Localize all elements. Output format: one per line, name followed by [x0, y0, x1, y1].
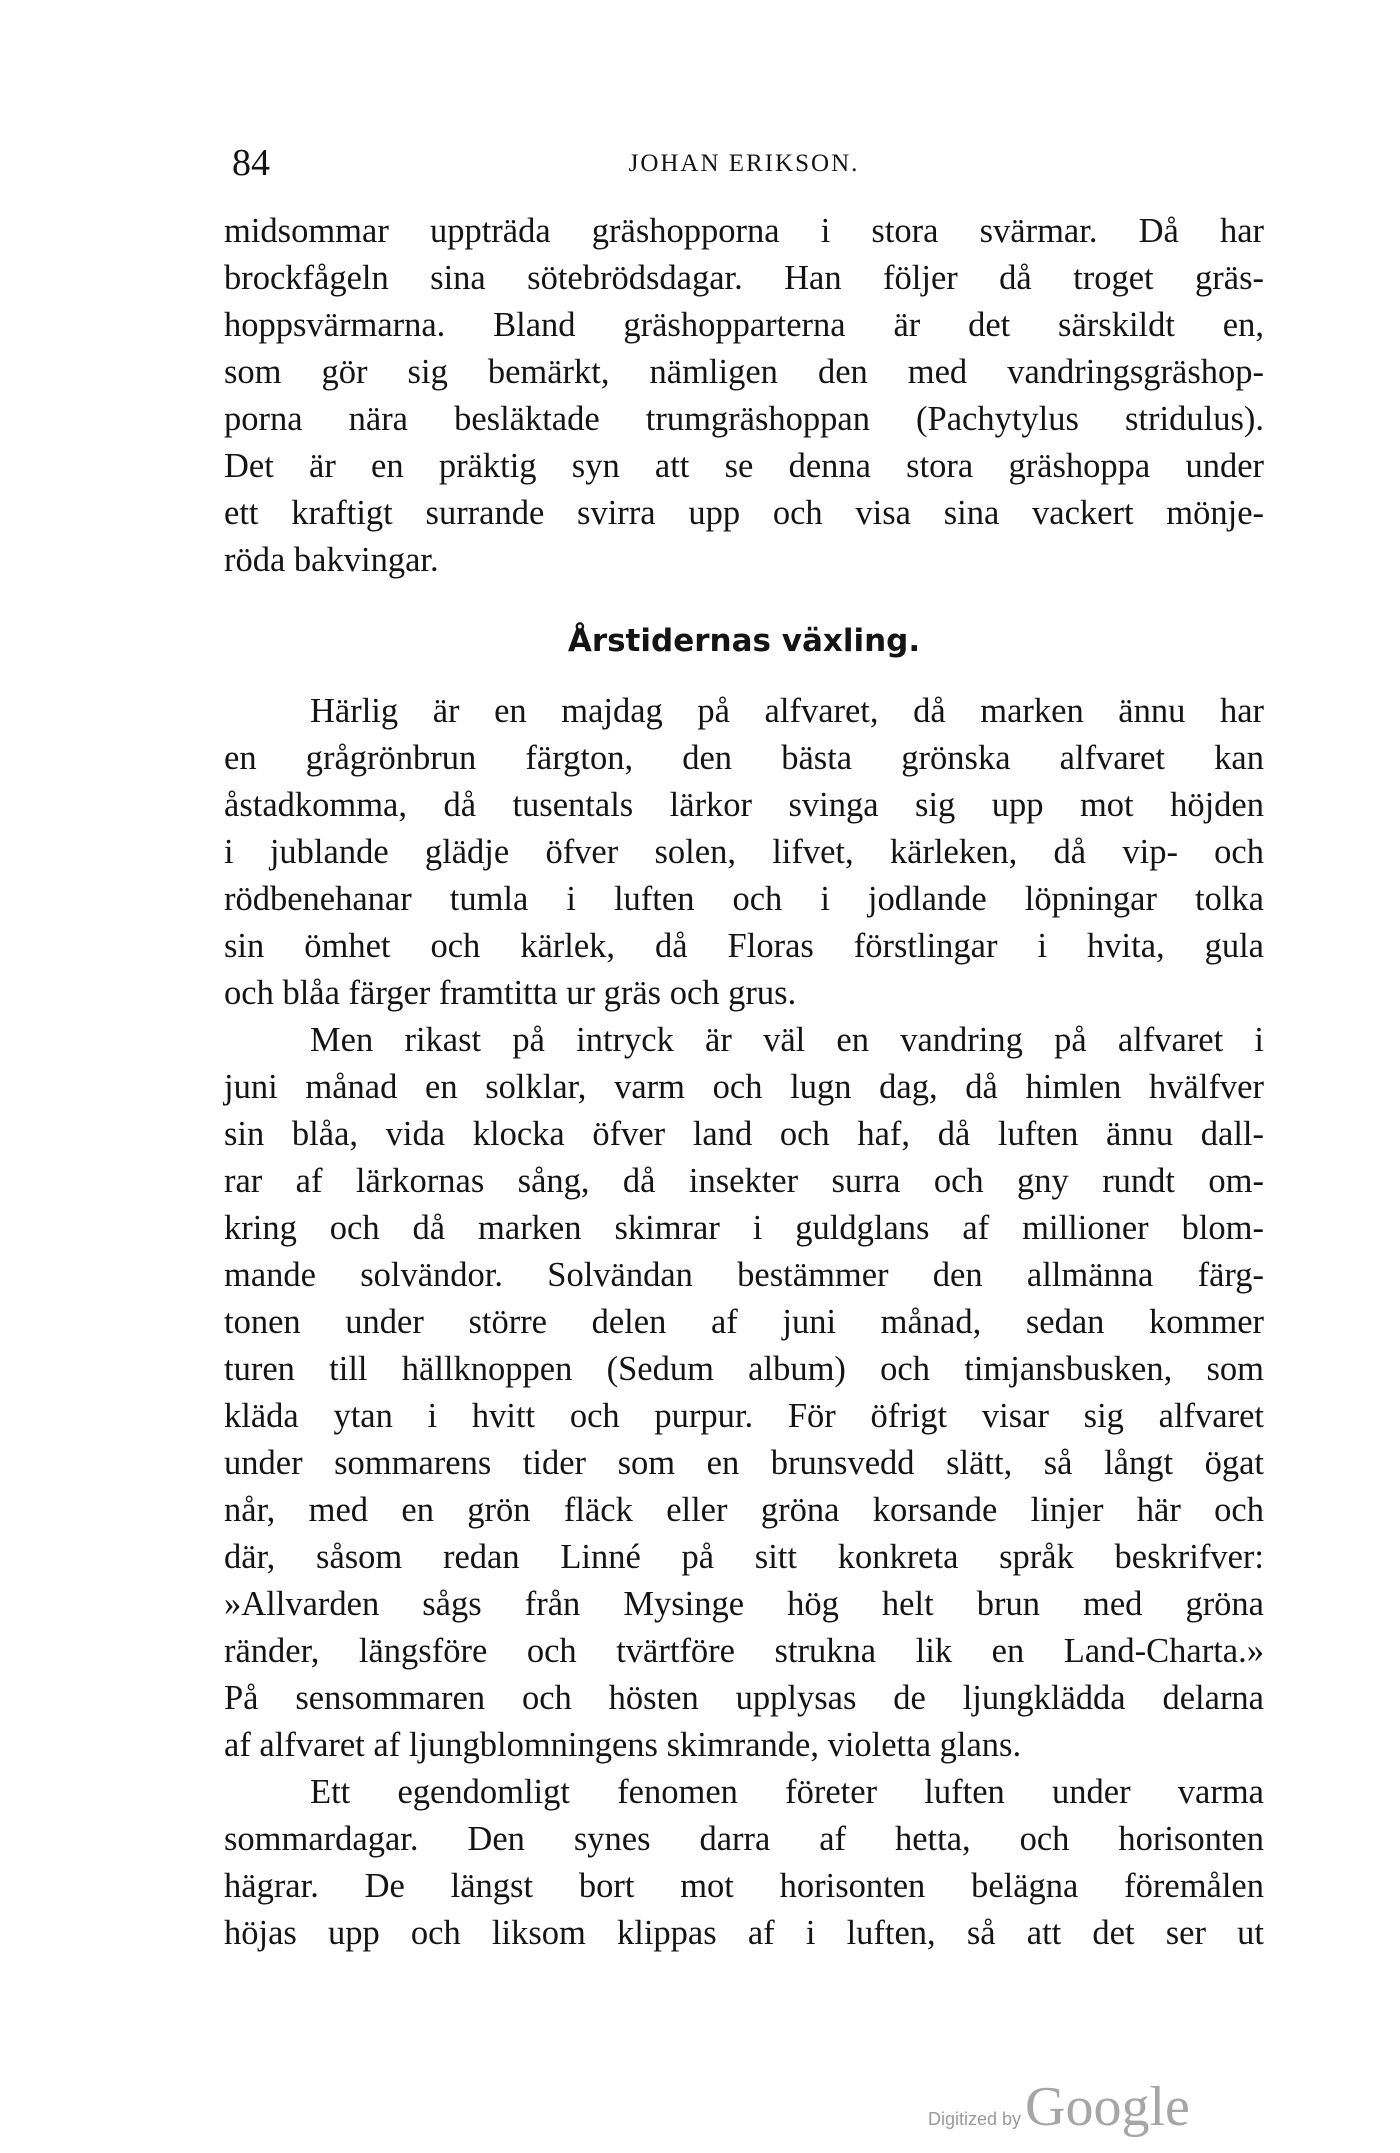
- paragraph: [224, 208, 1264, 584]
- page-header: [224, 138, 1264, 188]
- text-line: sommardagar. Den synes darra af hetta, och horisonten: [224, 1820, 1264, 1858]
- paragraph: [224, 1017, 1264, 1769]
- watermark-prefix: Digitized by: [928, 2109, 1022, 2129]
- text-line: Härlig är en majdag på alfvaret, då marken ännu har: [310, 692, 1264, 730]
- running-head: JOHAN ERIKSON.: [628, 150, 860, 177]
- text-line: ränder, längsföre och tvärtföre strukna lik en Land-Charta.»: [224, 1632, 1264, 1670]
- text-line: röda bakvingar.: [224, 541, 439, 579]
- text-line: midsommar uppträda gräshopporna i stora svärmar. Då har: [224, 212, 1264, 250]
- text-line: där, såsom redan Linné på sitt konkreta språk beskrifver:: [224, 1538, 1264, 1576]
- section-heading: Årstidernas växling.: [567, 623, 921, 659]
- google-logo: Google: [1025, 2076, 1190, 2138]
- text-line: rödbenehanar tumla i luften och i jodlande löpningar tolka: [224, 880, 1264, 918]
- paragraph: [224, 1769, 1264, 1957]
- paragraph: [224, 688, 1264, 1017]
- text-line: höjas upp och liksom klippas af i luften, så att det ser ut: [224, 1914, 1264, 1952]
- text-line: hoppsvärmarna. Bland gräshopparterna är det särskildt en,: [224, 306, 1264, 344]
- text-line: i jublande glädje öfver solen, lifvet, kärleken, då vip- och: [224, 833, 1264, 871]
- text-line: af alfvaret af ljungblomningens skimrande, violetta glans.: [224, 1726, 1022, 1764]
- page-number: 84: [232, 142, 270, 184]
- text-line: åstadkomma, då tusentals lärkor svinga sig upp mot höjden: [224, 786, 1264, 824]
- text-line: och blåa färger framtitta ur gräs och grus.: [224, 974, 797, 1012]
- text-line: Det är en präktig syn att se denna stora gräshoppa under: [224, 447, 1264, 485]
- body-text: [224, 208, 1264, 1957]
- text-line: turen till hällknoppen (Sedum album) och timjansbusken, som: [224, 1350, 1264, 1388]
- text-line: under sommarens tider som en brunsvedd slätt, så långt ögat: [224, 1444, 1264, 1482]
- text-line: som gör sig bemärkt, nämligen den med vandringsgräshop-: [224, 353, 1264, 391]
- text-line: porna nära besläktade trumgräshoppan (Pachytylus stridulus).: [224, 400, 1264, 438]
- text-line: »Allvarden sågs från Mysinge hög helt brun med gröna: [224, 1585, 1264, 1623]
- text-line: sin ömhet och kärlek, då Floras förstlingar i hvita, gula: [224, 927, 1264, 965]
- text-line: Ett egendomligt fenomen företer luften under varma: [310, 1773, 1264, 1811]
- text-line: rar af lärkornas sång, då insekter surra och gny rundt om-: [224, 1162, 1264, 1200]
- text-line: ett kraftigt surrande svirra upp och visa sina vackert mönje-: [224, 494, 1264, 532]
- text-line: mande solvändor. Solvändan bestämmer den allmänna färg-: [224, 1256, 1264, 1294]
- text-line: juni månad en solklar, varm och lugn dag, då himlen hvälfver: [224, 1068, 1264, 1106]
- text-line: hägrar. De längst bort mot horisonten belägna föremålen: [224, 1867, 1264, 1905]
- text-line: tonen under större delen af juni månad, sedan kommer: [224, 1303, 1264, 1341]
- digitized-watermark: [928, 2075, 1190, 2145]
- text-line: sin blåa, vida klocka öfver land och haf, då luften ännu dall-: [224, 1115, 1264, 1153]
- text-line: kring och då marken skimrar i guldglans af millioner blom-: [224, 1209, 1264, 1247]
- text-line: en grågrönbrun färgton, den bästa grönska alfvaret kan: [224, 739, 1264, 777]
- text-line: brockfågeln sina sötebrödsdagar. Han följer då troget gräs-: [224, 259, 1264, 297]
- text-line: På sensommaren och hösten upplysas de ljungklädda delarna: [224, 1679, 1264, 1717]
- text-line: Men rikast på intryck är väl en vandring på alfvaret i: [310, 1021, 1264, 1059]
- text-line: når, med en grön fläck eller gröna korsande linjer här och: [224, 1491, 1264, 1529]
- text-line: kläda ytan i hvitt och purpur. För öfrigt visar sig alfvaret: [224, 1397, 1264, 1435]
